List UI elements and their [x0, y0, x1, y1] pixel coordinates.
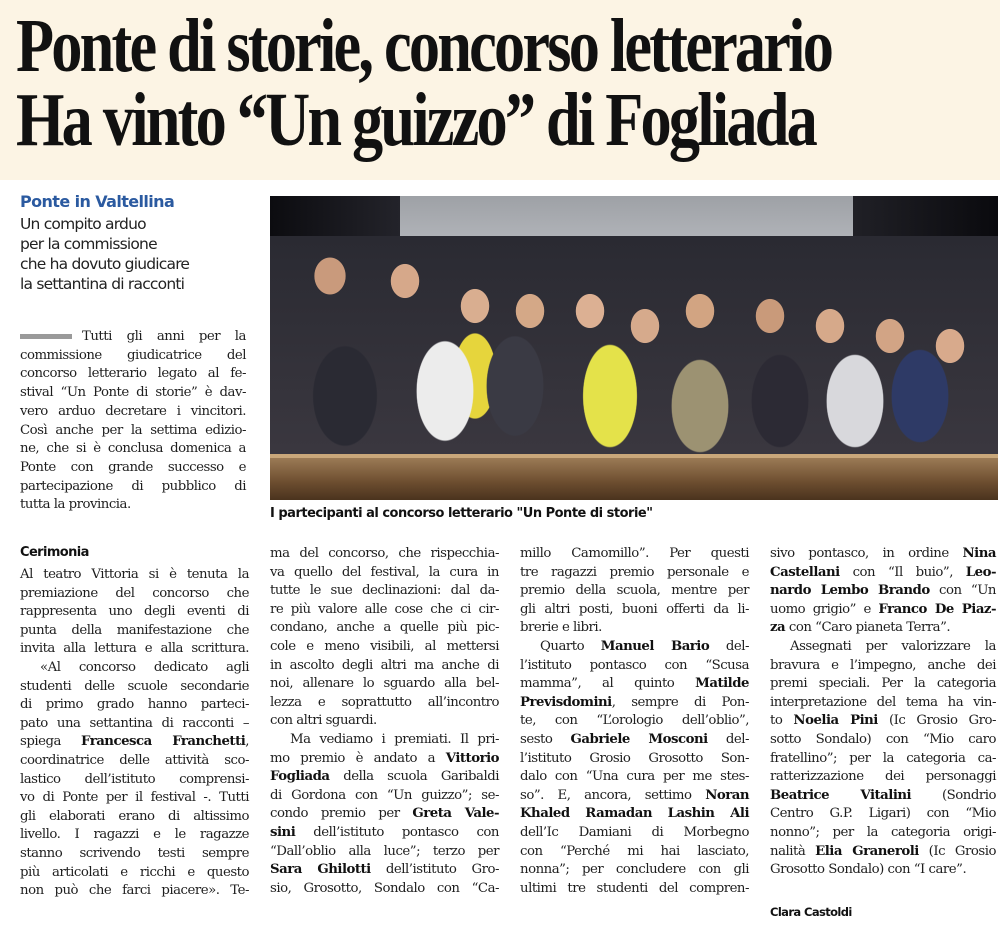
person-name: za: [770, 620, 786, 636]
person-name: Elia Graneroli: [815, 843, 919, 859]
lead-line: vero arduo decretare i vincitori.: [20, 403, 246, 419]
subhead-line: la settantina di racconti: [20, 275, 185, 293]
lead-line: stival “Un Ponte di storie” è dav-: [20, 385, 246, 401]
person-name: Matilde: [695, 676, 749, 692]
body-line: bravura e l’impegno, anche dei: [770, 657, 996, 673]
body-line: nonna”; per concludere con gli: [520, 862, 749, 878]
body-text: del-: [709, 638, 749, 654]
lead-paragraph: [20, 328, 246, 515]
body-line: studenti delle scuole secondarie: [20, 678, 249, 694]
person-name: Manuel Bario: [600, 638, 710, 654]
headline-line-1: Ponte di storie, concorso letterario: [16, 4, 832, 88]
body-line: sotto Sondalo) con “Mio caro: [770, 731, 996, 747]
body-line: premiazione del concorso che: [20, 585, 249, 601]
body-line: tutte le sue declinazioni: dal da-: [270, 583, 499, 599]
body-line: sio, Grosotto, Sondalo con “Ca-: [270, 880, 499, 896]
body-text: con “Un: [929, 583, 996, 599]
body-text: mo premio è andato a: [270, 750, 446, 766]
body-text: spiega: [20, 734, 81, 750]
body-line: Al teatro Vittoria si è tenuta la: [20, 567, 249, 582]
lead-line: Tutti gli anni per la: [82, 329, 246, 344]
body-text: condo premio per: [270, 806, 413, 822]
lead-line: partecipazione di pubblico di: [20, 478, 246, 494]
body-line: gli altri posti, buoni offerti da li-: [520, 601, 749, 617]
stage-floor: [270, 458, 998, 500]
body-text: , sempre di Pon-: [611, 694, 749, 710]
lead-line: Ponte con grande successo e: [20, 459, 246, 475]
body-line: coordinatrice delle attività sco-: [20, 752, 249, 768]
body-line: ma del concorso, che rispecchia-: [270, 546, 499, 561]
body-line: Ma vediamo i premiati. Il pri-: [290, 731, 499, 747]
person-name: Gabriele Mosconi: [570, 731, 708, 747]
subhead-line: che ha dovuto giudicare: [20, 255, 190, 273]
subheadline: [20, 214, 260, 294]
body-line: invita alla lettura e alla scrittura.: [20, 641, 249, 657]
body-line: con “Perché mi hai lasciato,: [520, 843, 749, 859]
body-line: “Dall’oblio alla luce”; terzo per: [270, 843, 499, 859]
body-line: Centro G.P. Ligari) con “Mio: [770, 806, 996, 822]
body-text: mamma”, al quinto: [520, 676, 696, 692]
body-text: so”. E, ancora, settimo: [520, 787, 706, 803]
body-column-1: [20, 566, 249, 901]
person-name: Vittorio: [445, 750, 499, 766]
body-line: dell’Ic Damiani di Morbegno: [520, 824, 749, 840]
section-heading: Cerimonia: [20, 545, 89, 560]
body-line: interpretazione del tema ha vin-: [770, 694, 996, 710]
person-name: Previsdomini: [520, 694, 612, 710]
body-line: lastico dell’istituto comprensi-: [20, 771, 249, 787]
kicker-location: Ponte in Valtellina: [20, 192, 175, 211]
body-line: ratterizzazione dei personaggi: [770, 769, 996, 785]
body-line: tre ragazzi premio personale e: [520, 564, 749, 580]
body-column-4: [770, 545, 996, 880]
person-name: Franco De Piaz-: [878, 601, 997, 617]
body-text: sivo pontasco, in ordine: [770, 546, 963, 561]
body-text: sesto: [520, 731, 571, 747]
body-line: punta della manifestazione che: [20, 622, 249, 638]
body-line: l’istituto Grosio Grosotto Son-: [520, 750, 749, 766]
photo-caption: I partecipanti al concorso letterario "Un Ponte di storie": [270, 506, 653, 521]
body-line: millo Camomillo”. Per questi: [520, 546, 749, 561]
body-line: più articolati e ricchi e questo: [20, 864, 249, 880]
body-line: pato una settantina di racconti –: [20, 715, 249, 731]
person-name: Sara Ghilotti: [270, 862, 371, 878]
body-line: gli elaborati erano di altissimo: [20, 808, 249, 824]
body-text: della scuola Garibaldi: [329, 769, 499, 785]
body-line: nonno”; per la categoria origi-: [770, 824, 996, 840]
body-line: fratellino”; per la categoria ca-: [770, 750, 996, 766]
body-text: ,: [245, 734, 250, 750]
person-name: sini: [270, 824, 296, 840]
participants-group: [270, 236, 998, 466]
body-text: con “Caro pianeta Terra”.: [785, 620, 951, 636]
body-text: dell’istituto Gro-: [370, 862, 499, 878]
body-line: va quello del festival, la cura in: [270, 564, 499, 580]
body-text: (Ic Grosio Gro-: [877, 713, 997, 729]
person-name: Nina: [962, 546, 996, 561]
body-line: cole e meno visibili, al mettersi: [270, 638, 499, 654]
body-text: Quarto: [540, 638, 601, 654]
body-line: non può che farci piacere». Te-: [20, 883, 249, 899]
group-photo: [270, 196, 998, 500]
lead-line: tutta la provincia.: [20, 497, 131, 513]
lead-line: ne, che si è conclusa domenica a: [20, 441, 246, 457]
body-line: livello. I ragazzi e le ragazze: [20, 827, 249, 843]
headline-line-2: Ha vinto “Un guizzo” di Fogliada: [16, 78, 815, 162]
body-column-3: [520, 545, 749, 898]
subhead-line: Un compito arduo: [20, 215, 146, 233]
lead-line: concorso letterario legato al fe-: [20, 366, 246, 382]
lead-line: Così anche per la settima edizio-: [20, 422, 246, 438]
body-line: di Gordona con “Un guizzo”; se-: [270, 787, 499, 803]
body-line: lezza e soprattutto all’incontro: [270, 694, 499, 710]
person-name: Greta Vale-: [412, 806, 499, 822]
body-line: te, con “L’orologio dell’oblio”,: [520, 713, 749, 729]
body-line: rappresenta uno degli eventi di: [20, 604, 249, 620]
body-line: «Al concorso dedicato agli: [40, 659, 249, 675]
body-line: condano, anche a quelle più pic-: [270, 620, 499, 636]
author-byline: Clara Castoldi: [770, 905, 852, 919]
person-name: Fogliada: [270, 769, 330, 785]
lead-rule-divider: [20, 334, 72, 339]
body-text: uomo grigio” e: [770, 601, 879, 617]
body-line: premio della scuola, mentre per: [520, 583, 749, 599]
subhead-line: per la commissione: [20, 235, 157, 253]
body-line: ultimi tre studenti del compren-: [520, 880, 749, 896]
person-name: nardo Lembo Brando: [770, 583, 930, 599]
body-text: (Sondrio: [911, 787, 996, 803]
body-line: stanno scrivendo testi sempre: [20, 845, 249, 861]
body-line: Assegnati per valorizzare la: [790, 638, 996, 654]
body-line: brerie e libri.: [520, 620, 602, 636]
person-name: Castellani: [770, 564, 840, 580]
body-text: (Ic Grosio: [918, 843, 996, 859]
body-line: in ascolto degli altri ma anche di: [270, 657, 499, 673]
body-line: re più valore alle cose che ci cir-: [270, 601, 499, 617]
body-line: di primo grado hanno parteci-: [20, 697, 249, 713]
person-name: Noelia Pini: [793, 713, 878, 729]
person-name: Leo-: [965, 564, 996, 580]
person-name: Khaled Ramadan Lashin Ali: [520, 806, 749, 822]
body-line: con altri sguardi.: [270, 713, 377, 729]
body-line: noi, allenare lo sguardo alla bel-: [270, 676, 499, 692]
person-name: Beatrice Vitalini: [770, 787, 912, 803]
body-line: vo di Ponte per il festival -. Tutti: [20, 790, 249, 806]
body-line: Grosotto Sondalo) con “I care”.: [770, 862, 967, 878]
body-line: dalo con “Una cura per me stes-: [520, 769, 749, 785]
body-text: to: [770, 713, 794, 729]
body-line: premi speciali. Per la categoria: [770, 676, 996, 692]
body-line: l’istituto pontasco con “Scusa: [520, 657, 749, 673]
body-text: del-: [707, 731, 749, 747]
body-text: dell’istituto pontasco con: [295, 824, 499, 840]
person-name: Francesca Franchetti: [80, 734, 246, 750]
body-column-2: [270, 545, 499, 898]
person-name: Noran: [705, 787, 749, 803]
lead-line: commissione giudicatrice del: [20, 347, 246, 363]
body-text: con “Il buio”,: [839, 564, 966, 580]
body-text: nalità: [770, 843, 816, 859]
